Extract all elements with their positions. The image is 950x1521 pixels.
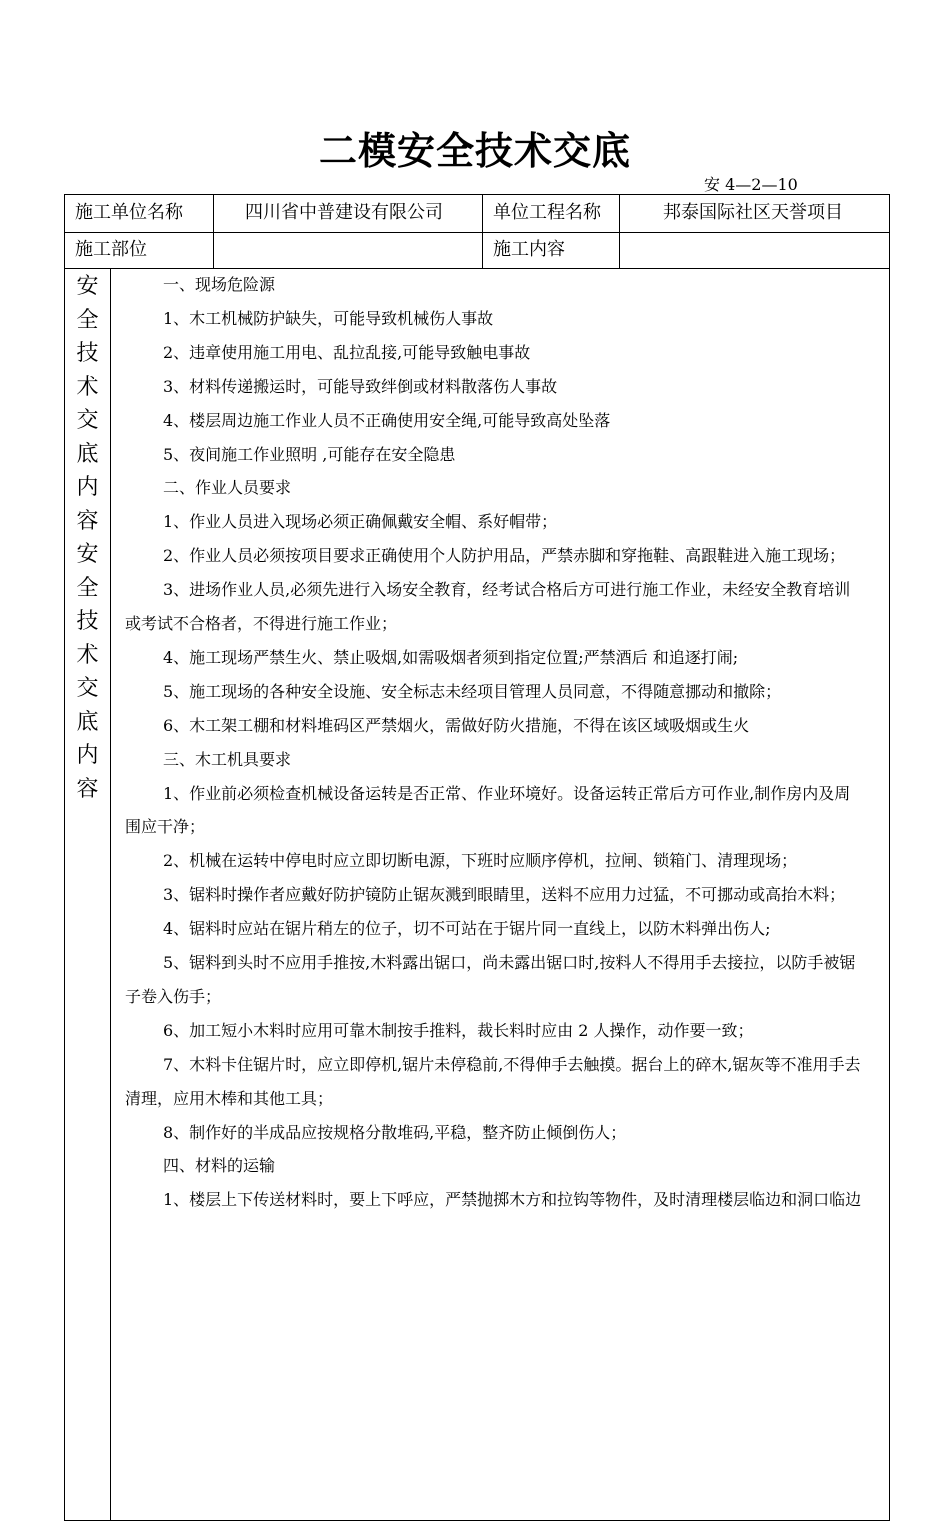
content-line: 2、作业人员必须按项目要求正确使用个人防护用品，严禁赤脚和穿拖鞋、高跟鞋进入施工现场； bbox=[163, 546, 846, 565]
content-line: 清理，应用木棒和其他工具； bbox=[125, 1089, 334, 1108]
content-line: 2、违章使用施工用电、乱拉乱接,可能导致触电事故 bbox=[163, 343, 531, 362]
content-line: 3、进场作业人员,必须先进行入场安全教育，经考试合格后方可进行施工作业，未经安全教育培训 bbox=[163, 580, 851, 599]
content-line: 一、现场危险源 bbox=[163, 275, 276, 294]
side-label-char: 术 bbox=[76, 374, 99, 400]
disclosure-table bbox=[64, 194, 890, 1521]
side-label-char: 安 bbox=[76, 542, 99, 567]
content-line: 二、作业人员要求 bbox=[163, 478, 292, 497]
document-number: 安 4—2—10 bbox=[704, 175, 798, 194]
content-line: 6、加工短小木料时应用可靠木制按手推料，裁长料时应由 2 人操作，动作要一致； bbox=[163, 1021, 754, 1040]
content-line: 四、材料的运输 bbox=[163, 1156, 276, 1175]
content-line: 6、木工架工棚和材料堆码区严禁烟火，需做好防火措施，不得在该区域吸烟或生火 bbox=[163, 716, 750, 735]
content-line: 4、锯料时应站在锯片稍左的位子，切不可站在于锯片同一直线上，以防木料弹出伤人; bbox=[163, 919, 771, 938]
content-line: 7、木料卡住锯片时，应立即停机,锯片未停稳前,不得伸手去触摸。据台上的碎木,锯灰等不准用手去 bbox=[163, 1055, 861, 1074]
content-line: 1、作业前必须检查机械设备运转是否正常、作业环境好。设备运转正常后方可作业,制作房内及周 bbox=[163, 784, 851, 803]
row-divider bbox=[65, 268, 889, 269]
content-line: 1、楼层上下传送材料时，要上下呼应，严禁抛掷木方和拉钩等物件，及时清理楼层临边和洞口临边 bbox=[163, 1190, 862, 1209]
side-label-char: 内 bbox=[76, 475, 99, 500]
content-line: 三、木工机具要求 bbox=[163, 750, 292, 769]
column-divider bbox=[110, 268, 111, 1520]
content-line: 1、木工机械防护缺失，可能导致机械伤人事故 bbox=[163, 309, 494, 328]
content-line: 2、机械在运转中停电时应立即切断电源，下班时应顺序停机，拉闸、锁箱门、清理现场； bbox=[163, 851, 798, 870]
content-line: 8、制作好的半成品应按规格分散堆码,平稳，整齐防止倾倒伤人； bbox=[163, 1123, 627, 1142]
content-line: 4、楼层周边施工作业人员不正确使用安全绳,可能导致高处坠落 bbox=[163, 411, 611, 430]
project-value: 邦泰国际社区天誉项目 bbox=[663, 202, 843, 223]
side-label-char: 交 bbox=[76, 676, 99, 701]
column-divider bbox=[213, 195, 214, 268]
document-title: 二模安全技术交底 bbox=[318, 129, 631, 173]
content-line: 或考试不合格者，不得进行施工作业； bbox=[125, 614, 398, 633]
side-label-char: 底 bbox=[76, 709, 99, 735]
unit-value: 四川省中普建设有限公司 bbox=[245, 202, 443, 223]
project-label: 单位工程名称 bbox=[493, 202, 601, 223]
content-label: 施工内容 bbox=[493, 239, 565, 260]
side-label-char: 容 bbox=[76, 776, 99, 802]
side-label-char: 底 bbox=[76, 441, 99, 467]
content-line: 4、施工现场严禁生火、禁止吸烟,如需吸烟者须到指定位置;严禁酒后 和追逐打闹; bbox=[163, 648, 739, 667]
side-label-char: 全 bbox=[76, 307, 99, 333]
content-line: 子卷入伤手； bbox=[125, 987, 222, 1006]
content-line: 5、施工现场的各种安全设施、安全标志未经项目管理人员同意，不得随意挪动和撤除； bbox=[163, 682, 782, 701]
unit-label: 施工单位名称 bbox=[75, 202, 183, 223]
side-label-char: 全 bbox=[76, 575, 99, 601]
content-line: 5、夜间施工作业照明 ,可能存在安全隐患 bbox=[163, 445, 456, 464]
content-line: 1、作业人员进入现场必须正确佩戴安全帽、系好帽带； bbox=[163, 512, 558, 531]
content-line: 围应干净； bbox=[125, 817, 206, 836]
content-line: 3、材料传递搬运时，可能导致绊倒或材料散落伤人事故 bbox=[163, 377, 558, 396]
side-label-char: 交 bbox=[76, 408, 99, 433]
row-divider bbox=[65, 232, 889, 233]
content-line: 3、锯料时操作者应戴好防护镜防止锯灰溅到眼睛里，送料不应用力过猛，不可挪动或高抬木料； bbox=[163, 885, 846, 904]
side-label-char: 内 bbox=[76, 743, 99, 768]
side-label-char: 术 bbox=[76, 642, 99, 668]
side-label-char: 容 bbox=[76, 508, 99, 534]
side-label-char: 安 bbox=[76, 274, 99, 299]
side-label-char: 技 bbox=[76, 341, 99, 366]
content-line: 5、锯料到头时不应用手推按,木料露出锯口，尚未露出锯口时,按料人不得用手去接拉，以防手被锯 bbox=[163, 953, 856, 972]
side-label bbox=[65, 270, 110, 806]
column-divider bbox=[482, 195, 483, 268]
part-label: 施工部位 bbox=[75, 239, 147, 260]
column-divider bbox=[619, 195, 620, 268]
side-label-char: 技 bbox=[76, 609, 99, 634]
